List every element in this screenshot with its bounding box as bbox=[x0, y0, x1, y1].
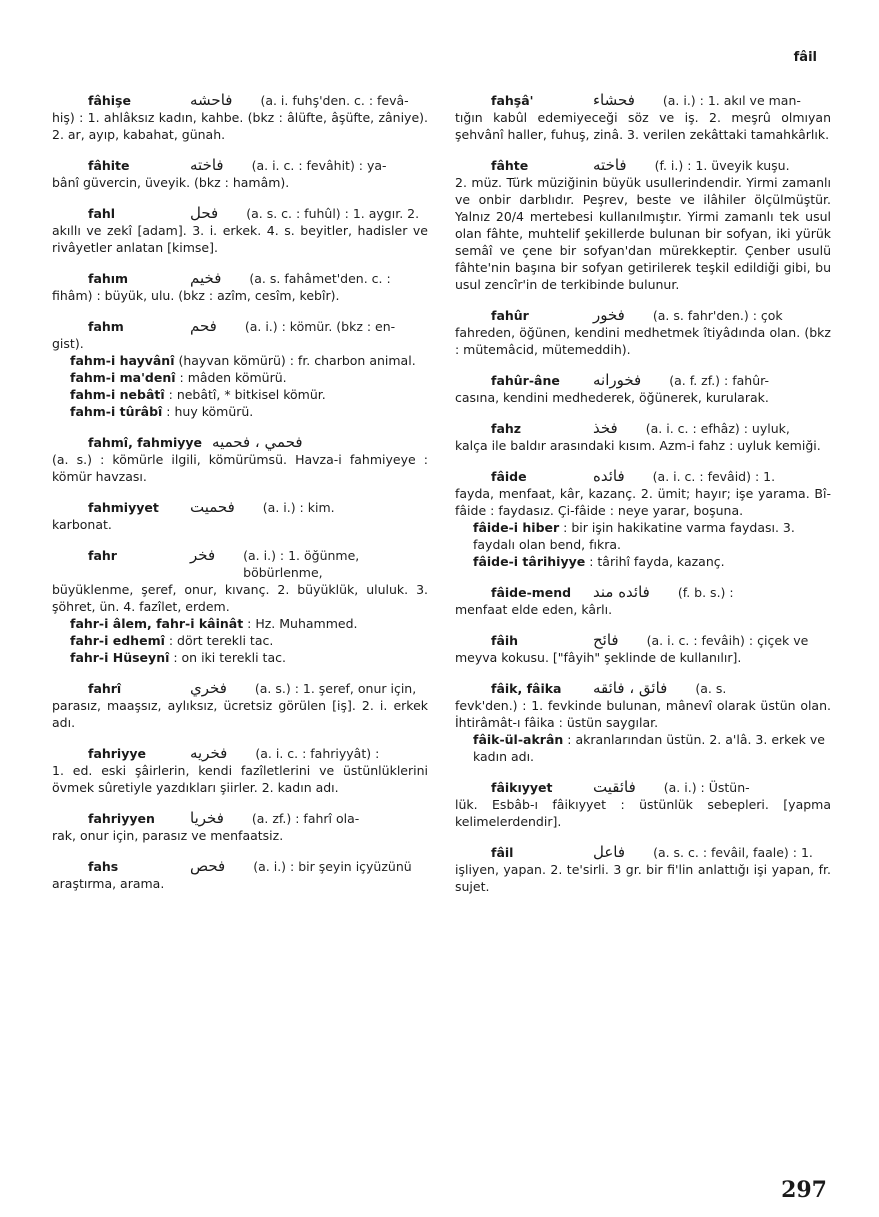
definition-text: araştırma, arama. bbox=[52, 876, 165, 891]
sub-entry bbox=[473, 731, 831, 765]
headword: fâhite bbox=[88, 158, 130, 173]
headword: fahs bbox=[88, 859, 119, 874]
entry-headline bbox=[88, 858, 428, 875]
dictionary-entry bbox=[52, 92, 428, 143]
definition-text: akıllı ve zekî [adam]. 3. i. erkek. 4. s. beyitler, hadisler ve rivâyetler anlatan [kimse]. bbox=[52, 223, 428, 255]
headword: fahr bbox=[88, 548, 117, 563]
definition-text: fihâm) : büyük, ulu. (bkz : azîm, cesîm, kebîr). bbox=[52, 288, 340, 303]
arabic-script: فحميت bbox=[190, 498, 235, 516]
dictionary-entry bbox=[52, 810, 428, 844]
sub-definition: (hayvan kömürü) : fr. charbon animal. bbox=[174, 353, 416, 368]
sub-entry bbox=[70, 632, 428, 649]
arabic-script: فائده مند bbox=[593, 583, 650, 601]
definition-text: hiş) : 1. ahlâksız kadın, kahbe. (bkz : âlüfte, âşüfte, zâniye). 2. ar, ayıp, kabahat, günah. bbox=[52, 110, 428, 142]
dictionary-entry bbox=[52, 858, 428, 892]
sub-entry bbox=[70, 369, 428, 386]
entry-headline bbox=[88, 92, 428, 109]
grammar-note: (a. i.) : kömür. (bkz : en- bbox=[244, 319, 396, 334]
arabic-script: فخور bbox=[593, 306, 625, 324]
definition-text: karbonat. bbox=[52, 517, 112, 532]
headword: fâide bbox=[491, 469, 527, 484]
headword: fâide-mend bbox=[491, 585, 572, 600]
sub-entry bbox=[70, 649, 428, 666]
grammar-note: (a. i.) : bir şeyin içyüzünü bbox=[253, 859, 412, 874]
grammar-note: (a. i. fuhş'den. c. : fevâ- bbox=[260, 93, 409, 108]
sub-definition: : Hz. Muhammed. bbox=[243, 616, 358, 631]
arabic-script: فائح bbox=[593, 631, 619, 649]
definition-text: menfaat elde eden, kârlı. bbox=[455, 602, 613, 617]
definition-text: (a. s.) : kömürle ilgili, kömürümsü. Havza-i fahmiyeye : kömür havzası. bbox=[52, 452, 428, 484]
grammar-note: (a. i. c. : fevâid) : 1. bbox=[652, 469, 776, 484]
headword: fahriyyen bbox=[88, 811, 155, 826]
definition-text: meyva kokusu. ["fâyih" şeklinde de kullanılır]. bbox=[455, 650, 742, 665]
page-number: 297 bbox=[781, 1177, 827, 1203]
dictionary-entry bbox=[52, 157, 428, 191]
entry-headline bbox=[491, 844, 831, 861]
sub-headword: fahm-i nebâtî bbox=[70, 387, 165, 402]
grammar-note: (a. i.) : kim. bbox=[262, 500, 335, 515]
sub-entry bbox=[473, 553, 831, 570]
headword: fahmiyyet bbox=[88, 500, 159, 515]
grammar-note: (f. i.) : 1. üveyik kuşu. bbox=[654, 158, 790, 173]
entry-headline bbox=[88, 270, 428, 287]
grammar-note: (a. i.) : 1. öğünme, böbürlenme, bbox=[243, 548, 360, 580]
entry-headline bbox=[88, 157, 428, 174]
grammar-note: (a. zf.) : fahrî ola- bbox=[251, 811, 360, 826]
dictionary-entry bbox=[455, 632, 831, 666]
arabic-script: فحل bbox=[190, 204, 219, 222]
grammar-note: (a. s. fahr'den.) : çok bbox=[652, 308, 783, 323]
definition-text: fevk'den.) : 1. fevkinde bulunan, mânevî olarak üstün olan. İhtirâmât-ı fâika : üstün saygılar. bbox=[455, 698, 831, 730]
sub-definition: : dört terekli tac. bbox=[164, 633, 274, 648]
dictionary-entry bbox=[52, 318, 428, 420]
headword: fahmî, fahmiyye bbox=[88, 435, 203, 450]
arabic-script: فائده bbox=[593, 467, 625, 485]
entry-headline bbox=[88, 547, 428, 581]
headword: fahım bbox=[88, 271, 129, 286]
sub-headword: fâide-i târihiyye bbox=[473, 554, 586, 569]
dictionary-entry bbox=[455, 372, 831, 406]
definition-text: büyüklenme, şeref, onur, kıvanç. 2. büyüklük, ululuk. 3. şöhret, ün. 4. fazîlet, erdem. bbox=[52, 582, 428, 614]
dictionary-entry bbox=[52, 270, 428, 304]
entry-headline bbox=[491, 632, 831, 649]
arabic-script: فخري bbox=[190, 679, 227, 697]
headword: fâil bbox=[491, 845, 514, 860]
entry-headline bbox=[88, 205, 428, 222]
headword: fâikıyyet bbox=[491, 780, 553, 795]
dictionary-entry bbox=[455, 844, 831, 895]
sub-headword: fahr-i âlem, fahr-i kâinât bbox=[70, 616, 244, 631]
sub-definition: : bir işin hakikatine varma faydası. 3. faydalı olan bend, fıkra. bbox=[473, 520, 795, 552]
arabic-script: فخورانه bbox=[593, 371, 642, 389]
sub-headword: fâide-i hiber bbox=[473, 520, 560, 535]
sub-definition: : mâden kömürü. bbox=[175, 370, 287, 385]
dictionary-entry bbox=[455, 307, 831, 358]
definition-text: bânî güvercin, üveyik. (bkz : hamâm). bbox=[52, 175, 290, 190]
headword: fahz bbox=[491, 421, 522, 436]
arabic-script: فحمي ، فحميه bbox=[212, 433, 303, 451]
sub-headword: fahm-i ma'denî bbox=[70, 370, 176, 385]
arabic-script: فخر bbox=[190, 546, 216, 564]
grammar-note: (a. s. fahâmet'den. c. : bbox=[249, 271, 391, 286]
headword: fâhişe bbox=[88, 93, 131, 108]
entry-headline bbox=[491, 157, 831, 174]
grammar-note: (a. i.) : 1. akıl ve man- bbox=[662, 93, 801, 108]
entry-headline bbox=[491, 307, 831, 324]
grammar-note: (a. i. c. : fevâih) : çiçek ve bbox=[646, 633, 809, 648]
arabic-script: فحشاء bbox=[593, 91, 635, 109]
sub-headword: fahm-i tûrâbî bbox=[70, 404, 163, 419]
running-header: fâil bbox=[793, 50, 817, 65]
headword: fâih bbox=[491, 633, 519, 648]
dictionary-entry bbox=[52, 745, 428, 796]
arabic-script: فاحشه bbox=[190, 91, 233, 109]
headword: fahûr bbox=[491, 308, 529, 323]
sub-definition: : nebâtî, * bitkisel kömür. bbox=[164, 387, 326, 402]
grammar-note: (a. f. zf.) : fahûr- bbox=[669, 373, 769, 388]
grammar-note: (a. s. c. : fuhûl) : 1. aygır. 2. bbox=[246, 206, 420, 221]
left-column bbox=[52, 92, 428, 906]
entry-headline bbox=[88, 499, 428, 516]
dictionary-entry bbox=[455, 420, 831, 454]
sub-definition: : huy kömürü. bbox=[162, 404, 254, 419]
arabic-script: فائقيت bbox=[593, 778, 636, 796]
headword: fâhte bbox=[491, 158, 529, 173]
headword: fâik, fâika bbox=[491, 681, 562, 696]
arabic-script: فاخته bbox=[593, 156, 627, 174]
grammar-note: (a. s. bbox=[695, 681, 727, 696]
dictionary-entry bbox=[455, 779, 831, 830]
entry-headline bbox=[88, 318, 428, 335]
sub-entry bbox=[70, 403, 428, 420]
headword: fahûr-âne bbox=[491, 373, 560, 388]
dictionary-entry bbox=[52, 434, 428, 485]
sub-headword: fâik-ül-akrân bbox=[473, 732, 564, 747]
entry-headline bbox=[88, 745, 428, 762]
definition-text: fayda, menfaat, kâr, kazanç. 2. ümit; hayır; işe yarama. Bî-fâide : faydasız. Çi-fâide : neye yarar, boşuna. bbox=[455, 486, 831, 518]
dictionary-entry bbox=[455, 92, 831, 143]
headword: fahriyye bbox=[88, 746, 146, 761]
entry-headline bbox=[491, 372, 831, 389]
grammar-note: (a. i. c. : fevâhit) : ya- bbox=[251, 158, 387, 173]
arabic-script: فحم bbox=[190, 317, 217, 335]
arabic-script: فائق ، فائقه bbox=[593, 679, 668, 697]
arabic-script: فاعل bbox=[593, 843, 626, 861]
definition-text: parasız, maaşsız, aylıksız, ücretsiz görülen [iş]. 2. i. erkek adı. bbox=[52, 698, 428, 730]
definition-text: tığın kabûl edemiyeceği söz ve iş. 2. meşrû olmıyan şehvânî haller, fuhuş, zinâ. 3. verilen zekâttaki tamahkârlık. bbox=[455, 110, 831, 142]
sub-headword: fahm-i hayvânî bbox=[70, 353, 175, 368]
definition-text: lük. Esbâb-ı fâikıyyet : üstünlük sebepleri. [yapma kelimelerdendir]. bbox=[455, 797, 831, 829]
grammar-note: (a. i. c. : efhâz) : uyluk, bbox=[645, 421, 790, 436]
entry-headline bbox=[88, 810, 428, 827]
dictionary-entry bbox=[52, 205, 428, 256]
definition-text: casına, kendini medhederek, öğünerek, kurularak. bbox=[455, 390, 769, 405]
headword: fahşâ' bbox=[491, 93, 534, 108]
grammar-note: (f. b. s.) : bbox=[677, 585, 734, 600]
definition-text: 2. müz. Türk müziğinin büyük usullerindendir. Yirmi zamanlı ve onbir darblıdır. Peşrev, beste ve ilâhiler ölçülmüştür. Yalnız 20/4 mertebesi kullanılmıştır. Yirmi zamanlı tek usul olan fâhte, muhtelif şekillerde bulunan bir sofyan, iki yürük semâî ve çene bir sofyan'dan mürekkeptir. Çenber usulü fâhte'nin başına bir sofyan getirilerek teşkil edildiği gibi, bu usul zencîr'in de terkibinde bulunur. bbox=[455, 175, 831, 292]
dictionary-entry bbox=[455, 584, 831, 618]
dictionary-entry bbox=[455, 468, 831, 570]
arabic-script: فخريه bbox=[190, 744, 228, 762]
arabic-script: فاخته bbox=[190, 156, 224, 174]
sub-entry bbox=[70, 352, 428, 369]
sub-entry bbox=[70, 615, 428, 632]
arabic-script: فخيم bbox=[190, 269, 222, 287]
grammar-note: (a. i. c. : fahriyyât) : bbox=[255, 746, 380, 761]
arabic-script: فحص bbox=[190, 857, 226, 875]
arabic-script: فخريا bbox=[190, 809, 224, 827]
definition-text: kalça ile baldır arasındaki kısım. Azm-i fahz : uyluk kemiği. bbox=[455, 438, 821, 453]
definition-text: rak, onur için, parasız ve menfaatsiz. bbox=[52, 828, 284, 843]
sub-entry bbox=[70, 386, 428, 403]
sub-headword: fahr-i edhemî bbox=[70, 633, 165, 648]
entry-headline bbox=[88, 434, 428, 451]
entry-headline bbox=[491, 779, 831, 796]
definition-text: 1. ed. eski şâirlerin, kendi fazîletlerini ve üstünlüklerini övmek sûretiyle yazdıkları şiirler. 2. kadın adı. bbox=[52, 763, 428, 795]
arabic-script: فخذ bbox=[593, 419, 618, 437]
definition-text: işliyen, yapan. 2. te'sirli. 3 gr. bir fi'lin anlattığı işi yapan, fr. sujet. bbox=[455, 862, 831, 894]
dictionary-entry bbox=[52, 499, 428, 533]
right-column bbox=[455, 92, 831, 909]
sub-definition: : akranlarından üstün. 2. a'lâ. 3. erkek ve kadın adı. bbox=[473, 732, 825, 764]
headword: fahrî bbox=[88, 681, 122, 696]
entry-headline bbox=[88, 680, 428, 697]
definition-text: fahreden, öğünen, kendini medhetmek îtiyâdında olan. (bkz : mütemâcid, mütemeddih). bbox=[455, 325, 831, 357]
grammar-note: (a. s.) : 1. şeref, onur için, bbox=[254, 681, 417, 696]
sub-entry bbox=[473, 519, 831, 553]
definition-text: gist). bbox=[52, 336, 84, 351]
grammar-note: (a. s. c. : fevâil, faale) : 1. bbox=[653, 845, 813, 860]
dictionary-entry bbox=[52, 547, 428, 666]
dictionary-entry bbox=[52, 680, 428, 731]
dictionary-entry bbox=[455, 157, 831, 293]
sub-definition: : târihî fayda, kazanç. bbox=[585, 554, 725, 569]
entry-headline bbox=[491, 468, 831, 485]
entry-headline bbox=[491, 680, 831, 697]
entry-headline bbox=[491, 584, 831, 601]
dictionary-entry bbox=[455, 680, 831, 765]
headword: fahl bbox=[88, 206, 116, 221]
headword: fahm bbox=[88, 319, 124, 334]
entry-headline bbox=[491, 92, 831, 109]
sub-headword: fahr-i Hüseynî bbox=[70, 650, 170, 665]
sub-definition: : on iki terekli tac. bbox=[169, 650, 286, 665]
entry-headline bbox=[491, 420, 831, 437]
grammar-note: (a. i.) : Üstün- bbox=[663, 780, 750, 795]
